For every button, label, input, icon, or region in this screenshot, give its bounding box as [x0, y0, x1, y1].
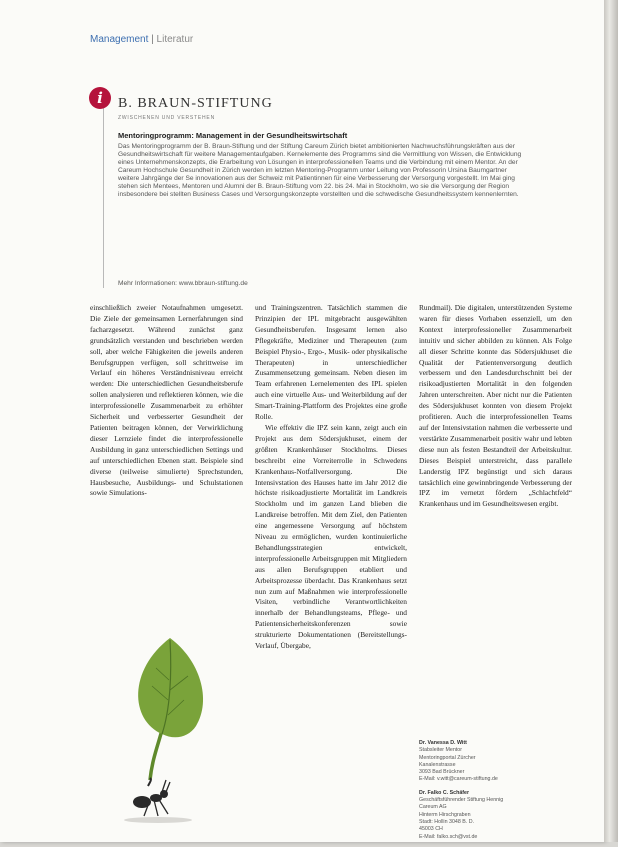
info-icon: i — [89, 87, 111, 109]
text-column-1 — [90, 303, 243, 499]
contact-line: Stabsleiter Mentor — [419, 747, 462, 754]
contact-line: Mentoringportal Zürcher — [419, 754, 476, 761]
contact-line: Stadt: Hollin 3048 B. D. — [419, 818, 475, 825]
leaf-stem — [150, 730, 162, 780]
contact-name: Dr. Falko C. Schäfer — [419, 789, 470, 796]
contact-line: Careum AG — [419, 804, 447, 811]
info-box-body: Das Mentoringprogramm der B. Braun-Stiftung und der Stiftung Careum Zürich bietet ambitionierten Nachwuchsführungskräften aus der Gesundheitswirtschaft für weitere Managementaufgaben. Kernelemente des Programms sind die Vermittlung von Wissen, die Entwicklung eines Unternehmenskonzepts, die Erarbeitung von Lösungen in interprofessionellen Teams und die Verbindung mit einem Mentor. An der Careum Hochschule Gesundheit in Zürich werden im letzten Mentoring-Programm unter Leitung von Professorin Ursina Baumgartner weitere Jahrgänge der Se innovationen aus der Schweiz mit Patientinnen für eine Verbesserung der Versorgung vorgestellt. Im Mai ging stehen sich Mentees, Mentoren und Alumni der B. Braun-Stiftung vom 22. bis 24. Mai in Stockholm, wo sie die Versorgung der Region insbesondere bei stellten Business Cases und Versorgungskonzepte vorstellten und die schwedische Gesundheitssystem kennenlernten. — [118, 143, 522, 199]
info-box-link[interactable]: Mehr Informationen: www.bbraun-stiftung.de — [118, 280, 248, 287]
text-column-3 — [419, 303, 572, 510]
contact-line: Hinterm Hirschgraben — [419, 811, 471, 818]
text-column-2 — [255, 303, 407, 652]
paragraph: einschließlich zweier Notaufnahmen umgesetzt. Die Ziele der gemeinsamen Lernerfahrungen sind facharzgesetzt. Während zunächst ganz grundsätzlich verstanden und beschrieben werden soll, aber welche Fähigkeiten die jeweils anderen Berufsgruppen verfügen, soll schrittweise im Verlauf ein höheres Verständnisniveau erreicht werden: Die unterschiedlichen Gesundheitsberufe sollen analysieren und reflektieren können, wie die interprofessionelle Zusammenarbeit zu erhöhter Sicherheit und verbesserter Gesundheit der Patienten beitragen können, der Verwirklichung dieser Lernziele findet die interprofessionelle Ausbildung in ganz unterschiedlichen Settings und auf unterschiedlichen Ebenen statt. Beispiele sind diverse (teilweise simulierte) Sprechstunden, Hausbesuche, Ausbildungs- und Schulstationen sowie Simulations- — [90, 303, 243, 498]
contact-block — [419, 790, 579, 841]
ground-shadow — [124, 817, 192, 823]
info-box-heading: Mentoringprogramm: Management in der Gesundheitswirtschaft — [118, 131, 348, 140]
running-header — [90, 34, 193, 45]
paragraph: Wie effektiv die IPZ sein kann, zeigt auch ein Projekt aus dem Södersjukhuset, einem der größten Krankenhäuser Stockholms. Dieses beschreibt eine Vorreiterrolle in Schwedens Krankenhaus-Notfallversorgung. Die Intensivstation des Hauses hatte im Jahr 2012 die höchste risikoadjustierte Mortalität im Landkreis Stockholm und im ganzen Land blieben die Landkreise betroffen. Mit dem Ziel, den Patienten eine angemessene Versorgung auf höchstem Niveau zu ermöglichen, wurden kontinuierliche Behandlungsstrategien entwickelt, interprofessionelle Arbeitsgruppen mit Mitgliedern aus allen Berufsgruppen etabliert und Arbeitsprozesse überdacht. Das Krankenhaus setzt nun zum auf Maßnahmen wie interprofessionelle Visiten, verbindliche Verantwortlichkeiten innerhalb der Behandlungsteams, Pflege- und Patientensicherheitskonferenzen sowie strukturierte Dokumentationen (Bereitstellungs- Verlauf, Übergabe, — [255, 422, 407, 651]
paragraph: Rundmail). Die digitalen, unterstützenden Systeme waren für dieses Vorhaben essenziell, um den Kontext interprofessioneller Zusammenarbeit intuitiv und sicher abbilden zu können. Als Folge all dieser Schritte konnte das Södersjukhuset die Qualität der Patientenversorgung deutlich verbessern und den Landesdurchschnitt bei der risikoadjustierten Mortalität in den folgenden Jahren unterschreiten. Aber nicht nur die Patienten des Södersjukhuset konnten von diesem Projekt profitieren. Auch die interprofessionellen Teams auf der Intensivstation nahmen die verbesserte und verstärkte Zusammenarbeit positiv wahr und lebten diese nun als festen Bestandteil der Arbeitskultur. Dieses Beispiel unterstreicht, dass parallele Landerstig IPZ begünstigt und sich daraus tatsächlich eine gewinnbringende Verbesserung der IPZ im vernetzt fördern „Schlachtfeld“ Krankenhaus und im Gesundheitswesen ergibt. — [419, 303, 572, 509]
contact-email[interactable]: E-Mail: v.witt@careum-stiftung.de — [419, 776, 498, 783]
contact-line: 45003 CH — [419, 826, 443, 833]
header-section: Management — [90, 34, 149, 45]
contact-block — [419, 740, 579, 784]
author-contacts — [419, 740, 579, 847]
contact-email[interactable]: E-Mail: falko.sch@vst.de — [419, 833, 478, 840]
page-edge — [604, 0, 618, 842]
foundation-tagline: ZWISCHENEN UND VERSTEHEN — [118, 115, 215, 121]
contact-line: Kanalenstrasse — [419, 761, 456, 768]
ant-icon — [133, 778, 170, 816]
header-separator: | — [151, 34, 154, 45]
header-subsection: Literatur — [156, 34, 194, 45]
foundation-name: B. BRAUN-STIFTUNG — [118, 96, 273, 111]
contact-line: Geschäftsführender Stiftung Hennig — [419, 797, 504, 804]
contact-line: 3093 Bad Brückner — [419, 769, 465, 776]
ant-carrying-leaf-illustration — [100, 630, 260, 830]
paragraph: und Trainingszentren. Tatsächlich stammen die Prinzipien der IPL mitgebracht ausgewählten Gesundheitsberufen. Insgesamt lernen also Pflegekräfte, Mediziner und Therapeuten (zum Beispiel Physio-, Ergo-, Musik- oder physikalische Therapeuten) in unterschiedlicher Zusammensetzung gemeinsam. Neben diesen im Team erfahrenen Lernelementen des IPL spielen auch eine virtuelle Aus- und Weiterbildung auf der Smart-Training-Plattform des Projektes eine große Rolle. — [255, 303, 407, 422]
contact-name: Dr. Vanessa D. Witt — [419, 740, 467, 746]
